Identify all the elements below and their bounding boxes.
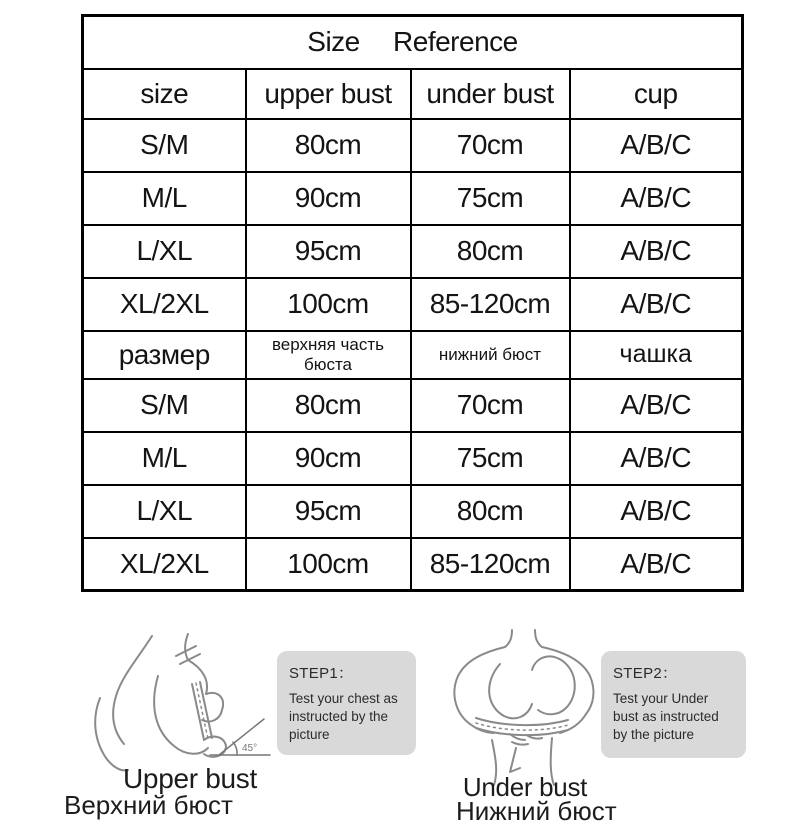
angle-45-label: 45°: [242, 743, 258, 754]
step2-label: STEP2：: [613, 665, 678, 682]
column-header: upper bust: [246, 69, 411, 119]
table-cell: 85-120cm: [411, 538, 570, 591]
step2-text: Test your Under bust as instructed by the picture: [613, 691, 719, 742]
table-cell: 70cm: [411, 379, 570, 432]
table-cell: A/B/C: [570, 485, 743, 538]
table-cell: 100cm: [246, 538, 411, 591]
under-bust-illustration-icon: [440, 630, 605, 785]
upper-bust-figure: [92, 632, 282, 772]
step2-box: [601, 651, 746, 758]
table-cell: 80cm: [411, 225, 570, 278]
table-title: Size Reference: [83, 16, 743, 69]
column-header: size: [83, 69, 246, 119]
title-row: [83, 16, 743, 69]
table-row: [83, 538, 743, 591]
under-bust-caption-ru-cutoff: Нижний бюст: [456, 796, 617, 826]
header-row-ru: [83, 331, 743, 379]
upper-bust-caption: Upper bust: [123, 763, 257, 794]
column-header: нижний бюст: [411, 331, 570, 379]
table-cell: 75cm: [411, 432, 570, 485]
column-header: under bust: [411, 69, 570, 119]
table-cell: 95cm: [246, 485, 411, 538]
table-cell: M/L: [83, 432, 246, 485]
table-cell: 90cm: [246, 172, 411, 225]
column-header: верхняя часть бюста: [246, 331, 411, 379]
header-row-en: [83, 69, 743, 119]
column-header: cup: [570, 69, 743, 119]
table-cell: A/B/C: [570, 432, 743, 485]
table-cell: 85-120cm: [411, 278, 570, 331]
table-row: [83, 379, 743, 432]
size-table: [81, 14, 744, 592]
table-cell: 90cm: [246, 432, 411, 485]
table-cell: A/B/C: [570, 278, 743, 331]
table-cell: XL/2XL: [83, 278, 246, 331]
table-cell: 80cm: [246, 379, 411, 432]
table-cell: S/M: [83, 379, 246, 432]
table-cell: A/B/C: [570, 225, 743, 278]
table-row: [83, 172, 743, 225]
table-cell: 70cm: [411, 119, 570, 172]
table-row: [83, 432, 743, 485]
under-bust-caption: Under bust: [462, 772, 588, 802]
step1-text: Test your chest as instructed by the picture: [289, 691, 398, 742]
table-row: [83, 225, 743, 278]
table-cell: 80cm: [246, 119, 411, 172]
table-cell: A/B/C: [570, 379, 743, 432]
column-header: чашка: [570, 331, 743, 379]
table-row: [83, 485, 743, 538]
table-cell: L/XL: [83, 485, 246, 538]
table-cell: 75cm: [411, 172, 570, 225]
table-cell: L/XL: [83, 225, 246, 278]
table-cell: 80cm: [411, 485, 570, 538]
step1-box: [277, 651, 416, 755]
table-row: [83, 278, 743, 331]
upper-bust-caption-ru-cutoff: Верхний бюст: [64, 790, 233, 820]
column-header: размер: [83, 331, 246, 379]
table-cell: XL/2XL: [83, 538, 246, 591]
size-table-body: [83, 16, 743, 591]
upper-bust-illustration-icon: [92, 632, 282, 772]
under-bust-figure: [440, 630, 605, 785]
table-cell: S/M: [83, 119, 246, 172]
table-cell: A/B/C: [570, 119, 743, 172]
step1-label: STEP1：: [289, 665, 354, 682]
table-cell: A/B/C: [570, 538, 743, 591]
table-cell: 95cm: [246, 225, 411, 278]
table-row: [83, 119, 743, 172]
table-cell: A/B/C: [570, 172, 743, 225]
table-cell: 100cm: [246, 278, 411, 331]
table-cell: M/L: [83, 172, 246, 225]
